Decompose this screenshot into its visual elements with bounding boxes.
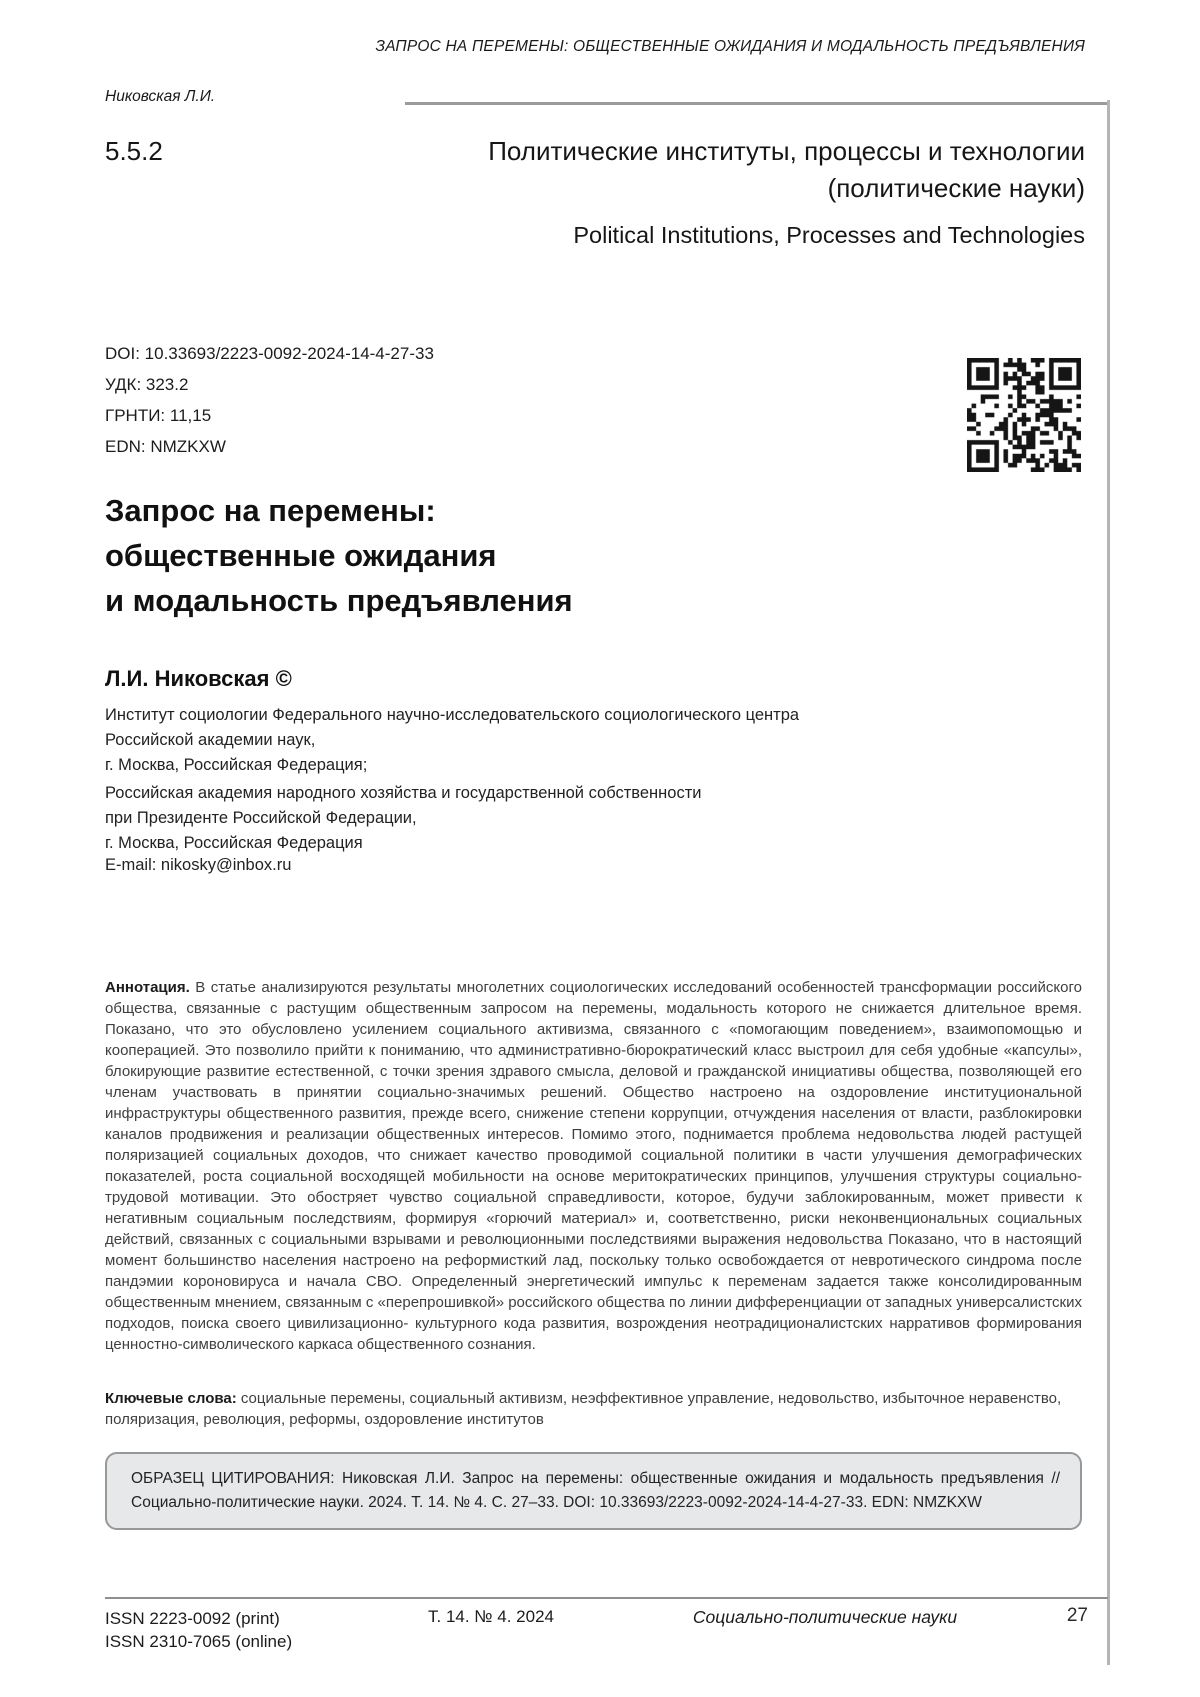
udk-text: УДК: 323.2 <box>105 375 189 394</box>
affiliation-2-line2: при Президенте Российской Федерации, <box>105 809 417 827</box>
affiliation-2 <box>105 781 1005 856</box>
article-title-line1: Запрос на перемены: <box>105 493 436 528</box>
article-meta <box>105 338 434 462</box>
article-title-line3: и модальность предъявления <box>105 583 573 618</box>
doi-text: DOI: 10.33693/2223-0092-2024-14-4-27-33 <box>105 344 434 363</box>
right-margin-line <box>1107 100 1110 1665</box>
header-rule <box>405 102 1108 105</box>
footer-page-number: 27 <box>1066 1605 1088 1626</box>
footer-volume: Т. 14. № 4. 2024 <box>428 1607 554 1626</box>
abstract-label: Аннотация. <box>105 979 190 996</box>
section-title-en: Political Institutions, Processes and Technologies <box>573 222 1085 248</box>
email-text: E-mail: nikosky@inbox.ru <box>105 856 292 874</box>
affiliation-2-line3: г. Москва, Российская Федерация <box>105 834 363 852</box>
keywords-label: Ключевые слова: <box>105 1390 237 1407</box>
grnti-text: ГРНТИ: 11,15 <box>105 406 212 425</box>
abstract-text: В статье анализируются результаты многолетних социологических исследований особенностей трансформации российского общества, связанные с растущим общественным запросом на перемены, модальность которого не снижается длительное время. Показано, что это обусловлено усилением социального активизма, связанного с «помогающим поведением», взаимопомощью и кооперацией. Это позволило прийти к пониманию, что административно-бюрократический класс выстроил для себя удобные «капсулы», блокирующие развитие естественной, с точки зрения здравого смысла, деловой и гражданской инициативы общества, позволяющей его членам участвовать в принятии социально-значимых решений. Общество настроено на оздоровление институциональной инфраструктуры общественного развития, прежде всего, снижение степени коррупции, отчуждения населения от власти, разблокировки каналов продвижения и реализации общественных интересов. Помимо этого, поднимается проблема недовольства людей растущей поляризацией социальных доходов, что снижает качество проводимой социальной политики в части улучшения демографических показателей, роста социальной восходящей мобильности на основе меритократических принципов, улучшения структуры социально-трудовой мотивации. Это обостряет чувство социальной справедливости, которое, будучи заблокированным, может привести к негативным социальным последствиям, формируя «горючий материал» и, соответственно, риски неконвенциональных социальных действий, связанных с социальными взрывами и революционными последствиями выражения недовольства Показано, что в настоящий момент большинство населения настроено на реформисткий лад, поскольку только освобождается от невротического синдрома после пандэмии короновируса и начала СВО. Определенный энергетический импульс к переменам задается также консолидированным общественным мнением, связанным с «перепрошивкой» российского общества по линии дифференциации от западных универсалистских подходов, поиска своего цивилизационно- культурного кода развития, возрождения неотрадиционалистских нарративов формирования ценностно-символического каркаса общественного сознания. <box>105 979 1082 1353</box>
affiliation-1 <box>105 703 1005 778</box>
footer-issn <box>105 1607 292 1653</box>
footer-rule <box>105 1597 1108 1599</box>
citation-box <box>105 1452 1082 1530</box>
article-title <box>105 488 1005 623</box>
affiliation-1-line1: Институт социологии Федерального научно-исследовательского социологического центра <box>105 706 800 724</box>
author-name: Л.И. Никовская © <box>105 666 292 691</box>
section-title-ru <box>300 133 1085 207</box>
affiliation-2-line1: Российская академия народного хозяйства и государственной собственности <box>105 784 702 802</box>
citation-text: Никовская Л.И. Запрос на перемены: общественные ожидания и модальность предъявления // Социально-политические науки. 2024. Т. 14. № 4. С. 27–33. DOI: 10.33693/2223-0092-2024-14-4-27-33. EDN: NMZKXW <box>131 1470 1061 1511</box>
affiliation-1-line3: г. Москва, Российская Федерация; <box>105 756 368 774</box>
footer-issn-online: ISSN 2310-7065 (online) <box>105 1632 293 1651</box>
author-head: Никовская Л.И. <box>105 88 216 105</box>
affiliation-1-line2: Российской академии наук, <box>105 731 316 749</box>
section-title-ru-line1: Политические институты, процессы и технологии <box>488 136 1085 166</box>
qr-code <box>967 358 1081 472</box>
section-number: 5.5.2 <box>105 136 163 166</box>
footer-journal-title: Социально-политические науки <box>692 1607 958 1627</box>
running-head: ЗАПРОС НА ПЕРЕМЕНЫ: ОБЩЕСТВЕННЫЕ ОЖИДАНИЯ И МОДАЛЬНОСТЬ ПРЕДЪЯВЛЕНИЯ <box>375 38 1085 55</box>
keywords-text: социальные перемены, социальный активизм, неэффективное управление, недовольство, избыточное неравенство, поляризация, революция, реформы, оздоровление институтов <box>105 1390 1062 1428</box>
section-title-ru-line2: (политические науки) <box>827 173 1085 203</box>
article-title-line2: общественные ожидания <box>105 538 497 573</box>
abstract <box>105 977 1082 1355</box>
keywords <box>105 1388 1082 1430</box>
edn-text: EDN: NMZKXW <box>105 437 226 456</box>
footer-issn-print: ISSN 2223-0092 (print) <box>105 1609 280 1628</box>
citation-label: ОБРАЗЕЦ ЦИТИРОВАНИЯ: <box>131 1470 335 1487</box>
